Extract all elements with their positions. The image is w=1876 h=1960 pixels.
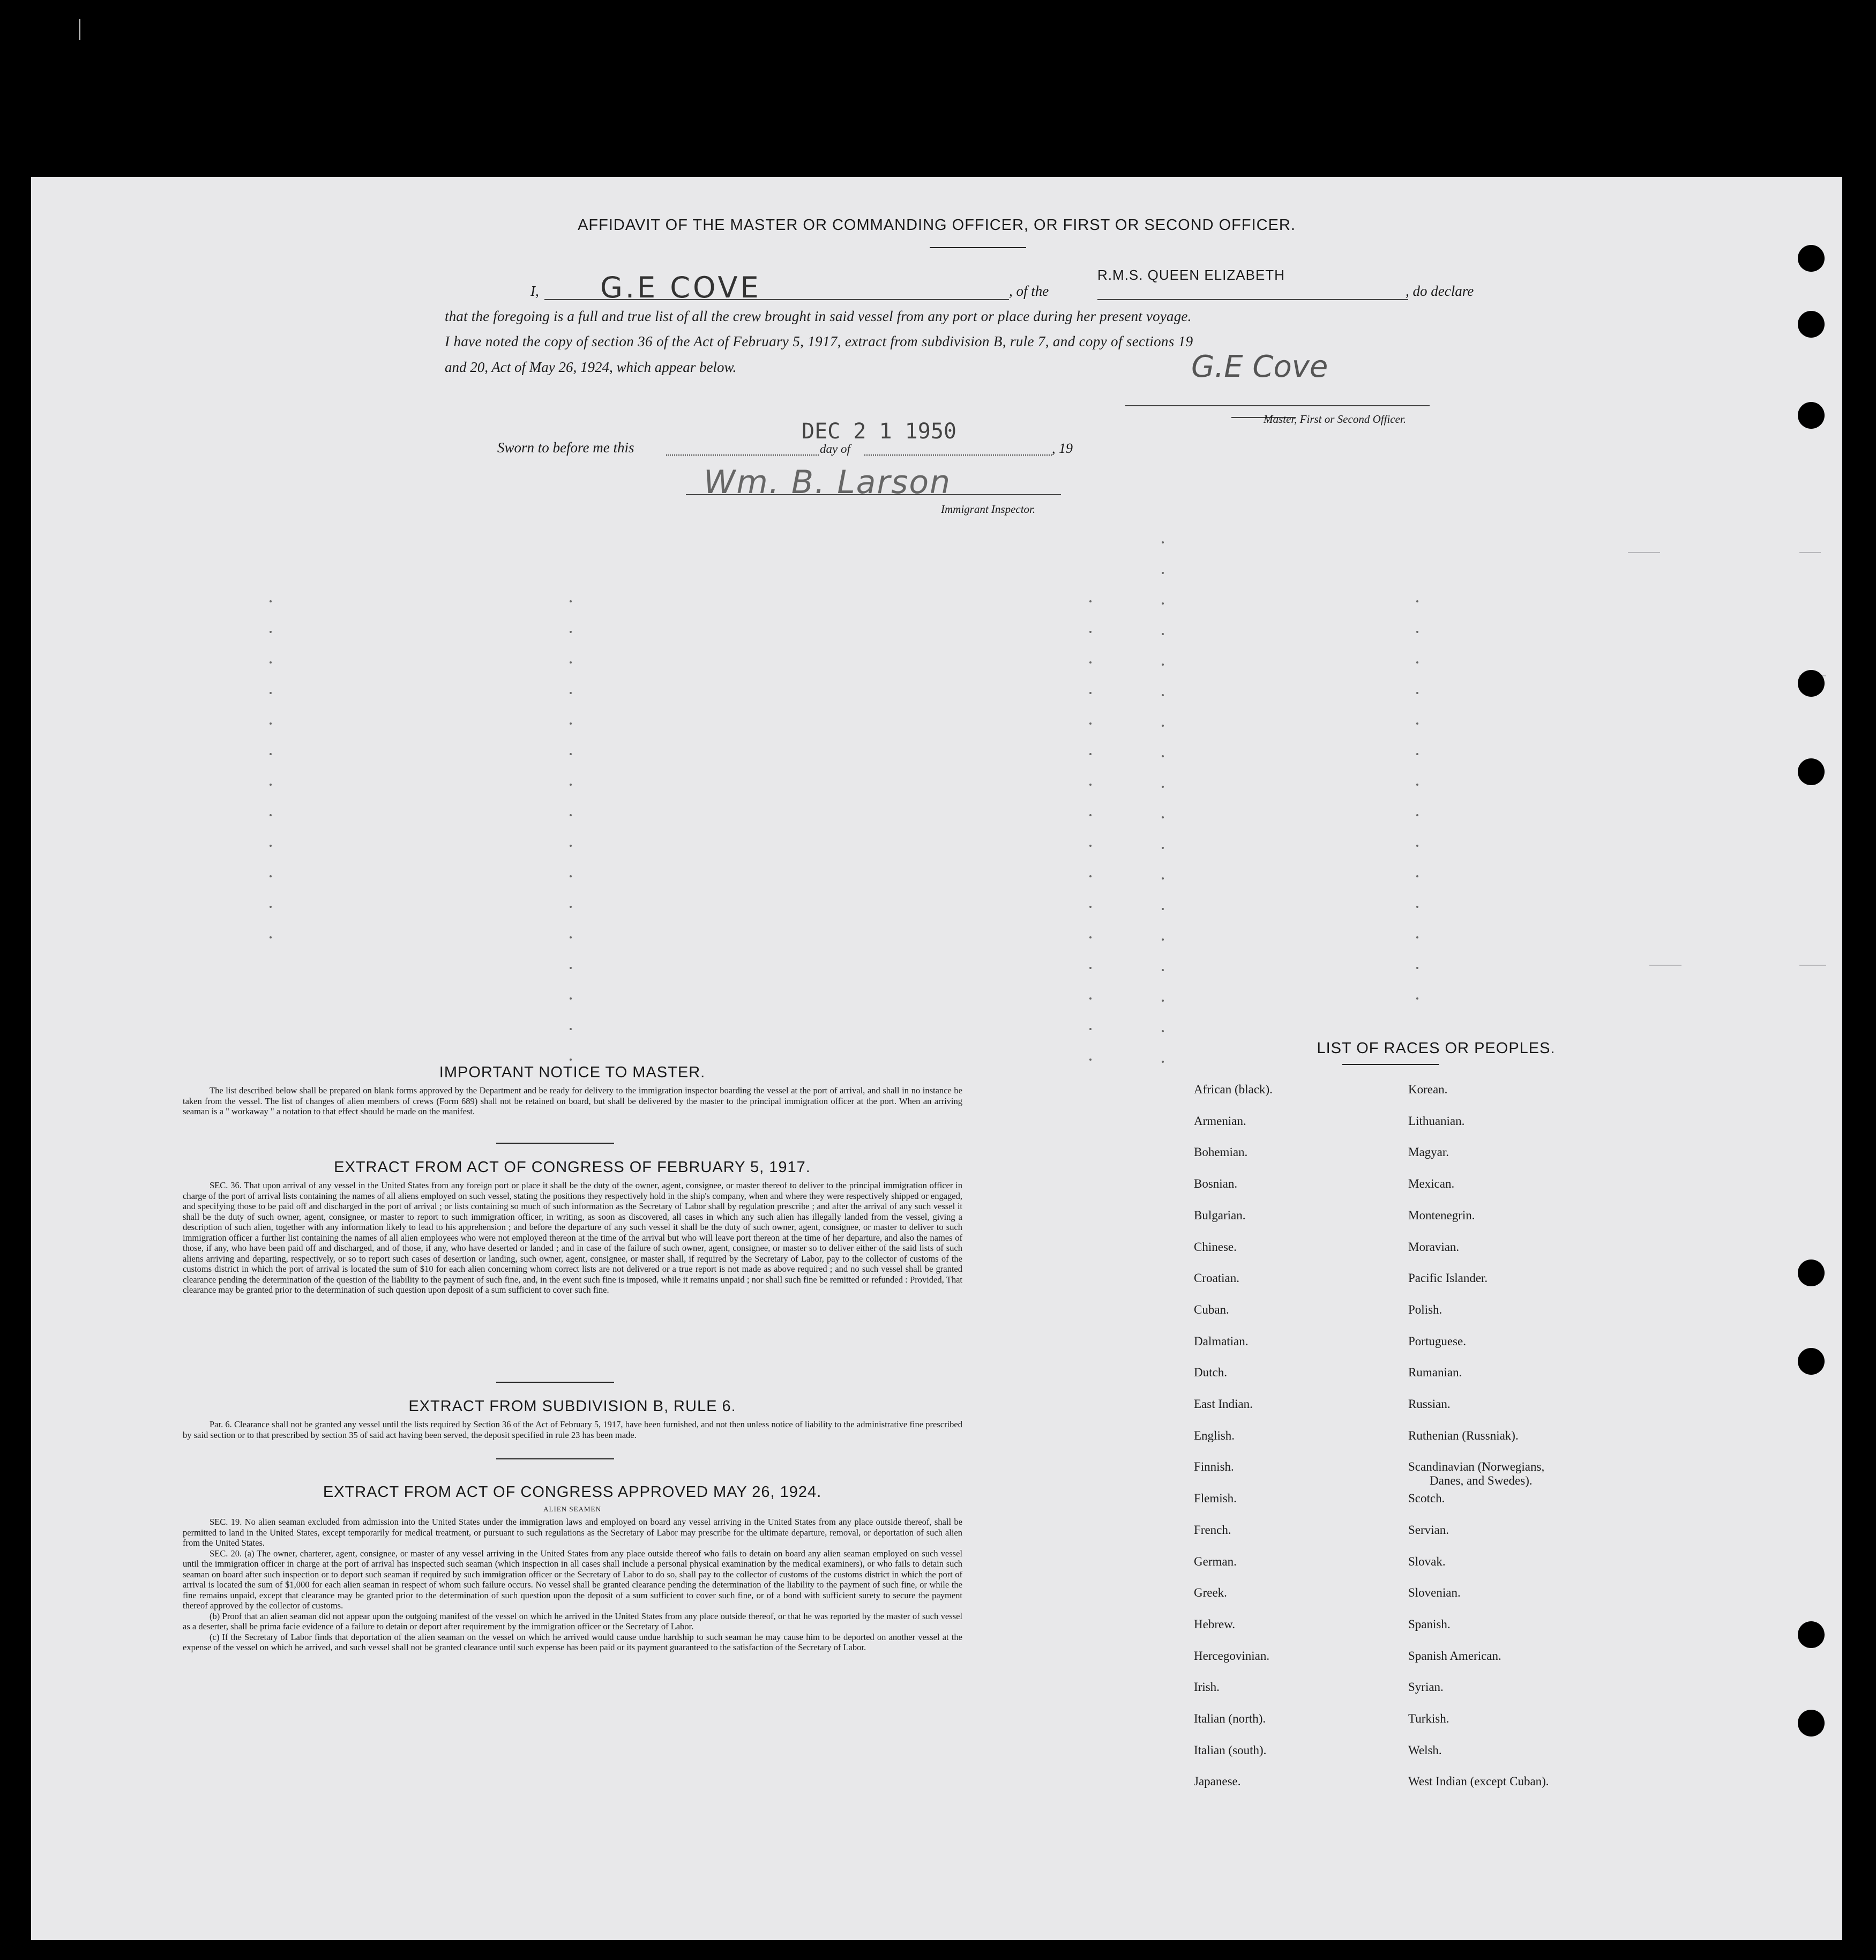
guide-dot bbox=[1162, 572, 1164, 574]
punch-hole bbox=[1798, 1348, 1825, 1375]
race-item: Chinese. bbox=[1194, 1240, 1237, 1254]
notice-title: IMPORTANT NOTICE TO MASTER. bbox=[439, 1064, 706, 1081]
do-declare-label: , do declare bbox=[1406, 283, 1474, 299]
guide-dot bbox=[1089, 814, 1092, 816]
race-item: Dalmatian. bbox=[1194, 1334, 1249, 1348]
guide-dot bbox=[1416, 631, 1418, 633]
guide-dot bbox=[1162, 908, 1164, 910]
race-item: Croatian. bbox=[1194, 1271, 1239, 1285]
race-item: German. bbox=[1194, 1554, 1237, 1568]
races-title: LIST OF RACES OR PEOPLES. bbox=[1317, 1040, 1556, 1057]
race-item: English. bbox=[1194, 1428, 1235, 1442]
guide-dot bbox=[570, 997, 572, 1000]
guide-dot bbox=[570, 814, 572, 816]
race-item: Italian (south). bbox=[1194, 1743, 1267, 1757]
race-item: Slovak. bbox=[1408, 1554, 1446, 1568]
inspector-line bbox=[686, 494, 1061, 495]
i-label: I, bbox=[530, 283, 539, 299]
guide-dot bbox=[270, 600, 272, 602]
guide-dot bbox=[1089, 722, 1092, 725]
guide-dot bbox=[1162, 969, 1164, 971]
guide-dot bbox=[1162, 602, 1164, 605]
signature-caption: Master, First or Second Officer. bbox=[1264, 413, 1406, 426]
guide-dot bbox=[1416, 784, 1418, 786]
guide-dot bbox=[570, 967, 572, 969]
guide-dot bbox=[570, 845, 572, 847]
guide-dot bbox=[270, 936, 272, 938]
guide-dot bbox=[570, 875, 572, 877]
guide-dot bbox=[1162, 755, 1164, 757]
race-item: Spanish. bbox=[1408, 1617, 1451, 1631]
punch-hole bbox=[1798, 758, 1825, 785]
bleed-mark bbox=[1799, 965, 1826, 966]
punch-hole bbox=[1798, 402, 1825, 429]
bleed-mark bbox=[1628, 552, 1660, 553]
race-item: Bosnian. bbox=[1194, 1177, 1238, 1191]
race-item: Turkish. bbox=[1408, 1712, 1449, 1725]
extract-1924-text bbox=[183, 1517, 962, 1653]
punch-hole bbox=[1798, 245, 1825, 272]
guide-dot bbox=[1162, 1000, 1164, 1002]
guide-dot bbox=[1162, 694, 1164, 696]
race-item: Lithuanian. bbox=[1408, 1114, 1465, 1128]
punch-hole bbox=[1798, 311, 1825, 338]
master-signature: G.E Cove bbox=[1191, 349, 1328, 384]
notice-rule bbox=[496, 1143, 614, 1144]
guide-dot bbox=[570, 906, 572, 908]
guide-dot bbox=[1089, 1028, 1092, 1030]
guide-dot bbox=[1089, 661, 1092, 664]
race-item: Magyar. bbox=[1408, 1145, 1449, 1159]
race-item: Montenegrin. bbox=[1408, 1208, 1475, 1222]
guide-dot bbox=[570, 600, 572, 602]
alien-seamen-subtitle: ALIEN SEAMEN bbox=[543, 1505, 601, 1513]
guide-dot bbox=[270, 906, 272, 908]
races-rule bbox=[1342, 1064, 1439, 1065]
guide-dot bbox=[270, 631, 272, 633]
guide-dot bbox=[1162, 633, 1164, 635]
race-item: Syrian. bbox=[1408, 1680, 1444, 1694]
extract-1917-rule bbox=[496, 1382, 614, 1383]
section-20a: SEC. 20. (a) The owner, charterer, agent, consignee, or master of any vessel arriving in the United States from any place outside thereof who fails to detain on board any alien seaman employed on such vessel until the immigration officer in charge at the port of arrival has inspected such seaman (which inspection in all cases shall include a personal physical examination by the medical examiners), or who fails to detain such seaman on board after such inspection or to deport such seaman if required by such immigration officer or the Secretary of Labor to do so, shall pay to the collector of customs of the customs district in which the port of arrival is located the sum of $1,000 for each alien seaman in respect of whom such failure occurs. No vessel shall be granted clearance pending the determination of the liability to the payment of such fine, or while the fine remains unpaid, except that clearance may be granted prior to the determination of such question upon the deposit of a sum sufficient to cover such fine, or of a bond with sufficient surety to secure the payment thereof approved by the collector of customs. bbox=[183, 1548, 962, 1611]
guide-dot bbox=[1416, 967, 1418, 969]
guide-dot bbox=[270, 753, 272, 755]
punch-hole bbox=[1798, 1621, 1825, 1648]
race-item: Portuguese. bbox=[1408, 1334, 1466, 1348]
of-the-label: , of the bbox=[1009, 283, 1049, 299]
vessel-name: R.M.S. QUEEN ELIZABETH bbox=[1097, 267, 1285, 283]
affidavit-line-2: I have noted the copy of section 36 of the Act of February 5, 1917, extract from subdivision B, rule 7, and copy of sections 19 bbox=[445, 333, 1193, 349]
notice-text: The list described below shall be prepared on blank forms approved by the Department and be ready for delivery to the immigration inspector boarding the vessel at the port of arrival, and shall in no instance be taken from the vessel. The list of changes of alien members of crews (Form 689) shall not be retained on board, but shall be delivered by the master to the principal immigration officer at the port. When an arriving seaman is a " workaway " a notation to that effect should be made on the manifest. bbox=[183, 1085, 962, 1116]
guide-dot bbox=[1089, 692, 1092, 694]
race-item: Greek. bbox=[1194, 1586, 1227, 1600]
guide-dot bbox=[1416, 814, 1418, 816]
inspector-caption: Immigrant Inspector. bbox=[941, 503, 1036, 516]
race-item: Hercegovinian. bbox=[1194, 1649, 1270, 1663]
title-rule bbox=[930, 247, 1026, 248]
race-item: Mexican. bbox=[1408, 1177, 1455, 1191]
guide-dot bbox=[1089, 1059, 1092, 1061]
guide-dot bbox=[570, 784, 572, 786]
guide-dot bbox=[1162, 847, 1164, 849]
manifest-page bbox=[31, 177, 1842, 1940]
guide-dot bbox=[270, 722, 272, 725]
race-item: Slovenian. bbox=[1408, 1586, 1461, 1600]
guide-dot bbox=[1089, 600, 1092, 602]
race-item: Bulgarian. bbox=[1194, 1208, 1246, 1222]
guide-dot bbox=[1162, 786, 1164, 788]
guide-dot bbox=[570, 936, 572, 938]
vessel-line bbox=[1097, 299, 1408, 300]
guide-dot bbox=[1416, 997, 1418, 1000]
guide-dot bbox=[570, 722, 572, 725]
extract-1917-text: SEC. 36. That upon arrival of any vessel in the United States from any foreign port or place it shall be the duty of the owner, agent, consignee, or master thereof to deliver to the principal immigration officer in charge of the port of arrival lists containing the names of all aliens employed on such vessel, stating the positions they respectively hold in the ship's company, when and where they were respectively shipped or engaged, and specifying those to be paid off and discharged in the port of arrival ; or lists containing so much of such information as the Secretary of Labor shall by regulation prescribe ; and after the arrival of any such vessel it shall be the duty of such owner, agent, consignee, or master to report to such immigration officer, in writing, as soon as discovered, all cases in which any such alien has illegally landed from the vessel, giving a description of such alien, together with any information likely to lead to his apprehension ; and before the departure of any such vessel it shall be the duty of such owner, agent, consignee, or master to deliver to such immigration officer a further list containing the names of all alien employees who were not employed thereon at the time of the arrival but who will leave port thereon at the time of her departure, and also the names of those, if any, who have been paid off and discharged, and of those, if any, who have deserted or landed ; and in case of the failure of such owner, agent, consignee, or master so to deliver either of the said lists of such aliens arriving and departing, respectively, or so to report such cases of desertion or landing, such owner, agent, consignee, or master shall, if required by the Secretary of Labor, pay to the collector of customs of the customs district in which the port of arrival is located the sum of $10 for each alien concerning whom correct lists are not delivered or a true report is not made as above required ; and no such vessel shall be granted clearance pending the determination of the question of the liability to the payment of such fine, and, in the event such fine is imposed, while it remains unpaid ; nor shall such fine be remitted or refunded : Provided, That clearance may be granted prior to the determination of such question upon deposit of a sum sufficient to cover such fine. bbox=[183, 1180, 962, 1295]
guide-dot bbox=[1416, 692, 1418, 694]
race-item: Flemish. bbox=[1194, 1492, 1237, 1506]
punch-hole bbox=[1798, 1710, 1825, 1737]
guide-dot bbox=[1416, 600, 1418, 602]
guide-dot bbox=[270, 784, 272, 786]
race-item: French. bbox=[1194, 1523, 1231, 1537]
officer-name-line bbox=[544, 299, 1009, 300]
race-item: Dutch. bbox=[1194, 1366, 1227, 1380]
guide-dot bbox=[1416, 845, 1418, 847]
affidavit-line-1: that the foregoing is a full and true list of all the crew brought in said vessel from any port or place during her present voyage. bbox=[445, 308, 1192, 324]
guide-dot bbox=[570, 661, 572, 664]
race-item: Finnish. bbox=[1194, 1460, 1234, 1474]
guide-dot bbox=[570, 1028, 572, 1030]
race-item: Scandinavian (Norwegians, bbox=[1408, 1460, 1545, 1474]
guide-dot bbox=[1416, 906, 1418, 908]
guide-dot bbox=[1162, 1061, 1164, 1063]
guide-dot bbox=[1416, 661, 1418, 664]
section-20c: (c) If the Secretary of Labor finds that deportation of the alien seaman on the vessel on which he arrived would cause undue hardship to such seaman he may cause him to be deported on another vessel at the expense of the vessel on which he arrived, and such vessel shall not be granted clearance until such expense has been paid or its payment guaranteed to the satisfaction of the Secretary of Labor. bbox=[183, 1631, 962, 1652]
guide-dot bbox=[270, 661, 272, 664]
race-item: Korean. bbox=[1408, 1083, 1448, 1096]
guide-dot bbox=[1089, 845, 1092, 847]
bleed-mark bbox=[1649, 965, 1681, 966]
guide-dot bbox=[1162, 664, 1164, 666]
race-item: East Indian. bbox=[1194, 1397, 1253, 1411]
race-item: Irish. bbox=[1194, 1680, 1220, 1694]
guide-dot bbox=[1416, 936, 1418, 938]
punch-hole bbox=[1798, 1260, 1825, 1286]
sworn-day-line bbox=[666, 454, 819, 456]
officer-name: G.E COVE bbox=[600, 271, 761, 304]
race-item: Italian (north). bbox=[1194, 1712, 1266, 1725]
section-19: SEC. 19. No alien seaman excluded from admission into the United States under the immigration laws and employed on board any vessel arriving in the United States from any place outside thereof, shall be permitted to land in the United States, except temporarily for medical treatment, or pursuant to such regulations as the Secretary of Labor may prescribe for the ultimate departure, removal, or deportation of such alien from the United States. bbox=[183, 1517, 962, 1548]
race-item: Pacific Islander. bbox=[1408, 1271, 1488, 1285]
guide-dot bbox=[1416, 753, 1418, 755]
affidavit-title: AFFIDAVIT OF THE MASTER OR COMMANDING OFFICER, OR FIRST OR SECOND OFFICER. bbox=[578, 217, 1296, 234]
subdivision-title: EXTRACT FROM SUBDIVISION B, RULE 6. bbox=[408, 1398, 736, 1415]
guide-dot bbox=[270, 814, 272, 816]
race-item: Spanish American. bbox=[1408, 1649, 1501, 1663]
guide-dot bbox=[1089, 875, 1092, 877]
punch-hole bbox=[1798, 670, 1825, 697]
guide-dot bbox=[1162, 816, 1164, 818]
race-item: African (black). bbox=[1194, 1083, 1273, 1096]
race-item: Danes, and Swedes). bbox=[1430, 1474, 1533, 1487]
race-item: Russian. bbox=[1408, 1397, 1451, 1411]
guide-dot bbox=[1162, 938, 1164, 941]
guide-dot bbox=[270, 875, 272, 877]
guide-dot bbox=[1162, 541, 1164, 543]
subdivision-text: Par. 6. Clearance shall not be granted any vessel until the lists required by Section 36 of the Act of February 5, 1917, have been furnished, and not then unless notice of liability to the administrative fine prescribed by said section or to that prescribed by section 35 of said act having been served, the deposit specified in rule 23 has been made. bbox=[183, 1419, 962, 1440]
race-item: Japanese. bbox=[1194, 1775, 1241, 1788]
guide-dot bbox=[1089, 997, 1092, 1000]
race-item: Cuban. bbox=[1194, 1302, 1229, 1316]
sworn-month-line bbox=[864, 454, 1052, 456]
guide-dot bbox=[1162, 877, 1164, 880]
section-20b: (b) Proof that an alien seaman did not appear upon the outgoing manifest of the vessel on which he arrived in the United States from any place outside thereof, or that he was reported by the master of such vessel as a deserter, shall be prima facie evidence of a failure to detain or deport after requirement by the immigration officer or the Secretary of Labor. bbox=[183, 1611, 962, 1631]
guide-dot bbox=[1162, 725, 1164, 727]
sworn-label: Sworn to before me this bbox=[497, 439, 634, 456]
guide-dot bbox=[1089, 967, 1092, 969]
bleed-mark bbox=[1799, 552, 1821, 553]
race-item: Moravian. bbox=[1408, 1240, 1460, 1254]
race-item: Scotch. bbox=[1408, 1492, 1445, 1506]
race-item: Armenian. bbox=[1194, 1114, 1246, 1128]
year-prefix: , 19 bbox=[1052, 441, 1073, 456]
guide-dot bbox=[570, 631, 572, 633]
race-item: Welsh. bbox=[1408, 1743, 1442, 1757]
scan-mark bbox=[79, 19, 80, 40]
guide-dot bbox=[570, 1059, 572, 1061]
guide-dot bbox=[1089, 936, 1092, 938]
subdivision-rule bbox=[496, 1458, 614, 1459]
signature-line bbox=[1125, 405, 1430, 406]
guide-dot bbox=[570, 753, 572, 755]
guide-dot bbox=[270, 692, 272, 694]
race-item: Servian. bbox=[1408, 1523, 1449, 1537]
guide-dot bbox=[1089, 631, 1092, 633]
guide-dot bbox=[1416, 875, 1418, 877]
guide-dot bbox=[1089, 906, 1092, 908]
guide-dot bbox=[570, 692, 572, 694]
race-item: Bohemian. bbox=[1194, 1145, 1248, 1159]
guide-dot bbox=[1162, 1030, 1164, 1032]
race-item: Rumanian. bbox=[1408, 1366, 1462, 1380]
race-item: West Indian (except Cuban). bbox=[1408, 1775, 1549, 1788]
guide-dot bbox=[1089, 753, 1092, 755]
race-item: Ruthenian (Russniak). bbox=[1408, 1428, 1519, 1442]
guide-dot bbox=[270, 845, 272, 847]
day-of-label: day of bbox=[820, 442, 850, 456]
race-item: Hebrew. bbox=[1194, 1617, 1236, 1631]
guide-dot bbox=[1416, 722, 1418, 725]
extract-1924-title: EXTRACT FROM ACT OF CONGRESS APPROVED MAY 26, 1924. bbox=[323, 1484, 822, 1501]
inspector-signature: Wm. B. Larson bbox=[704, 464, 952, 501]
date-stamp: DEC 2 1 1950 bbox=[802, 419, 956, 444]
affidavit-line-3: and 20, Act of May 26, 1924, which appear below. bbox=[445, 359, 737, 375]
extract-1917-title: EXTRACT FROM ACT OF CONGRESS OF FEBRUARY 5, 1917. bbox=[334, 1159, 811, 1176]
guide-dot bbox=[1089, 784, 1092, 786]
race-item: Polish. bbox=[1408, 1302, 1442, 1316]
